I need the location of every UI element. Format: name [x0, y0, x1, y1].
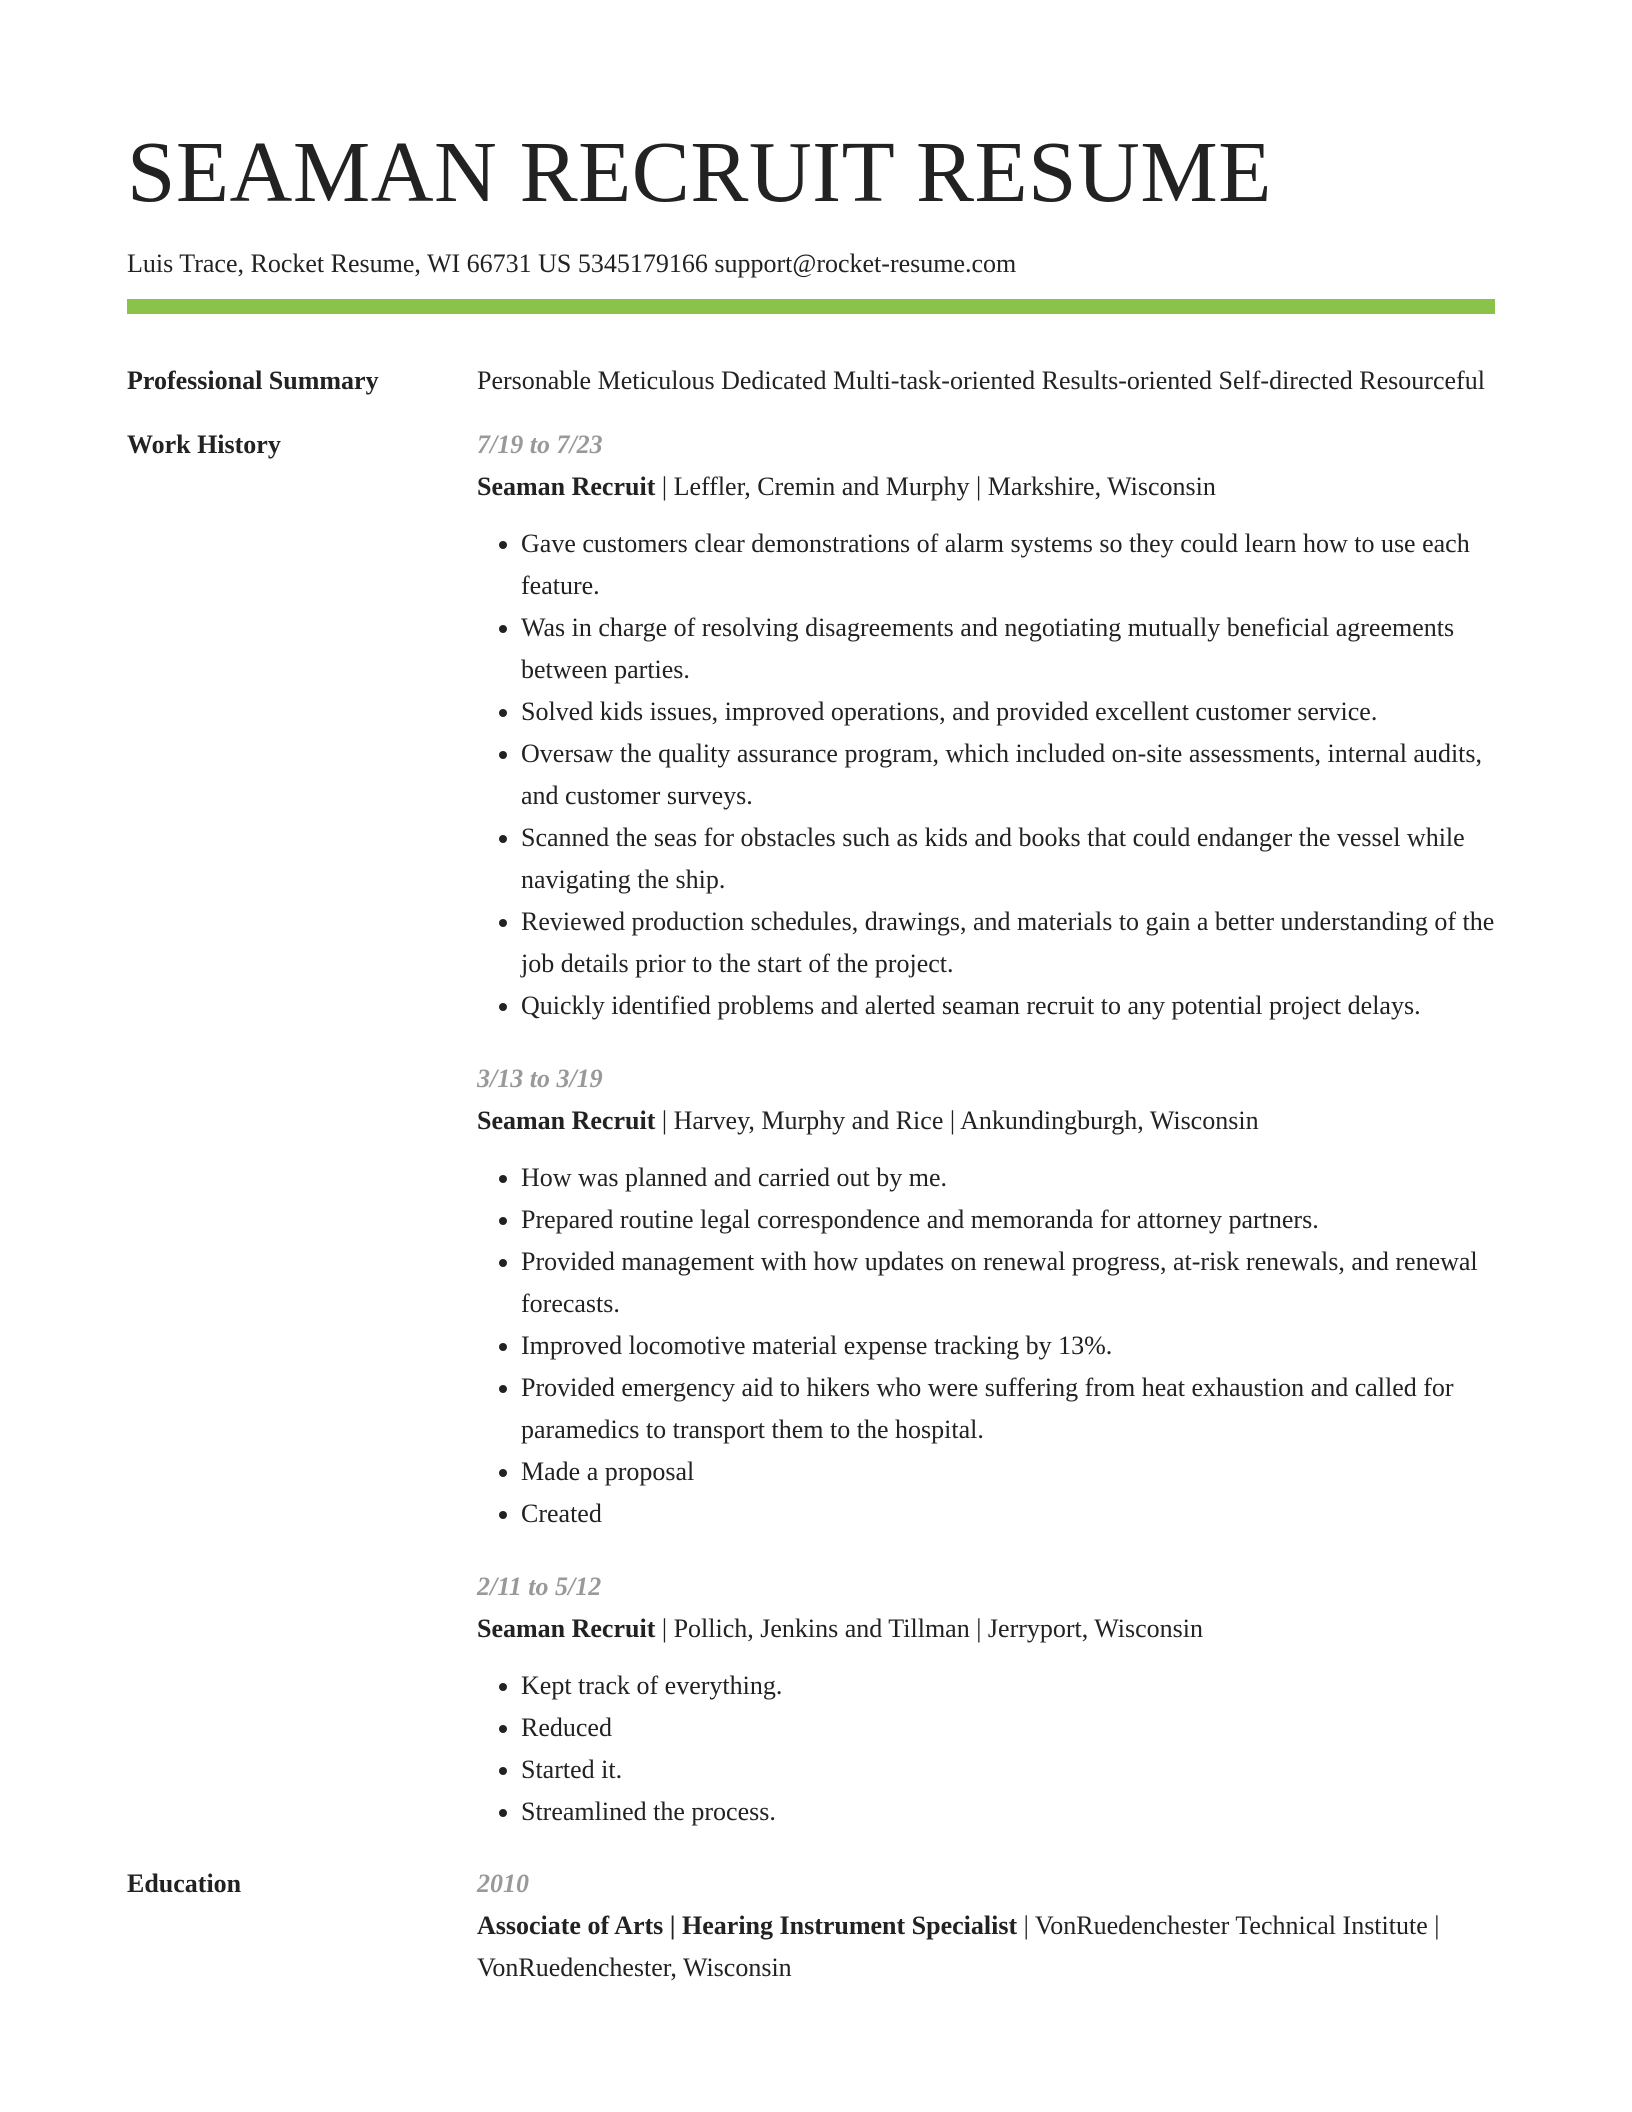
education-degree: Associate of Arts | Hearing Instrument Specialist: [477, 1911, 1018, 1940]
summary-label: Professional Summary: [127, 366, 379, 395]
resume-page: [127, 122, 1495, 1989]
summary-section: [127, 360, 1495, 402]
job-bullet: • Provided management with how updates on renewal progress, at-risk renewals, and renewal forecasts.: [521, 1241, 1495, 1325]
job-bullet: • How was planned and carried out by me.: [521, 1157, 1495, 1199]
work-history-section: [127, 424, 1495, 1833]
header-divider: [127, 299, 1495, 314]
job-bullet: • Created: [521, 1493, 1495, 1535]
job-title-line: [477, 1100, 1495, 1142]
summary-text: Personable Meticulous Dedicated Multi-task-oriented Results-oriented Self-directed Resourceful: [477, 366, 1485, 395]
work-history-label: Work History: [127, 430, 281, 459]
job-bullet: • Reviewed production schedules, drawings, and materials to gain a better understanding of the job details prior to the start of the project.: [521, 901, 1495, 985]
job-bullet: • Quickly identified problems and alerted seaman recruit to any potential project delays.: [521, 985, 1495, 1027]
education-body: [477, 1863, 1495, 1989]
job-bullet: • Solved kids issues, improved operations, and provided excellent customer service.: [521, 691, 1495, 733]
job-bullet: • Made a proposal: [521, 1451, 1495, 1493]
job-entry: [477, 1058, 1495, 1535]
job-bullet: • Improved locomotive material expense tracking by 13%.: [521, 1325, 1495, 1367]
job-dates: 7/19 to 7/23: [477, 430, 603, 459]
job-details: | Leffler, Cremin and Murphy | Markshire, Wisconsin: [655, 472, 1216, 501]
job-entry: [477, 424, 1495, 1027]
job-title-line: [477, 466, 1495, 508]
education-line: [477, 1905, 1495, 1989]
job-bullet: • Provided emergency aid to hikers who were suffering from heat exhaustion and called for paramedics to transport them to the hospital.: [521, 1367, 1495, 1451]
education-year: 2010: [477, 1869, 529, 1898]
job-entry: [477, 1566, 1495, 1833]
job-bullet: • Oversaw the quality assurance program, which included on-site assessments, internal audits, and customer surveys.: [521, 733, 1495, 817]
job-details: | Harvey, Murphy and Rice | Ankundingburgh, Wisconsin: [655, 1106, 1259, 1135]
job-dates: 3/13 to 3/19: [477, 1064, 603, 1093]
job-bullet: • Reduced: [521, 1707, 1495, 1749]
job-title-line: [477, 1608, 1495, 1650]
job-bullet: • Prepared routine legal correspondence and memoranda for attorney partners.: [521, 1199, 1495, 1241]
job-role: Seaman Recruit: [477, 1106, 656, 1135]
contact-line: Luis Trace, Rocket Resume, WI 66731 US 5345179166 support@rocket-resume.com: [127, 249, 1017, 278]
education-label: Education: [127, 1869, 242, 1898]
job-bullet: • Kept track of everything.: [521, 1665, 1495, 1707]
education-details: | VonRuedenchester Technical Institute | VonRuedenchester, Wisconsin: [477, 1911, 1440, 1982]
job-bullets: [477, 523, 1495, 1027]
job-bullet: • Started it.: [521, 1749, 1495, 1791]
job-role: Seaman Recruit: [477, 472, 656, 501]
job-details: | Pollich, Jenkins and Tillman | Jerryport, Wisconsin: [655, 1614, 1204, 1643]
job-dates: 2/11 to 5/12: [477, 1572, 602, 1601]
job-bullet: • Was in charge of resolving disagreements and negotiating mutually beneficial agreements between parties.: [521, 607, 1495, 691]
job-bullet: • Streamlined the process.: [521, 1791, 1495, 1833]
job-bullets: [477, 1665, 1495, 1833]
job-bullet: • Gave customers clear demonstrations of alarm systems so they could learn how to use each feature.: [521, 523, 1495, 607]
resume-title: SEAMAN RECRUIT RESUME: [127, 123, 1272, 220]
job-role: Seaman Recruit: [477, 1614, 656, 1643]
education-section: [127, 1863, 1495, 1989]
job-bullet: • Scanned the seas for obstacles such as kids and books that could endanger the vessel while navigating the ship.: [521, 817, 1495, 901]
job-bullets: [477, 1157, 1495, 1535]
work-history-body: [477, 424, 1495, 1833]
